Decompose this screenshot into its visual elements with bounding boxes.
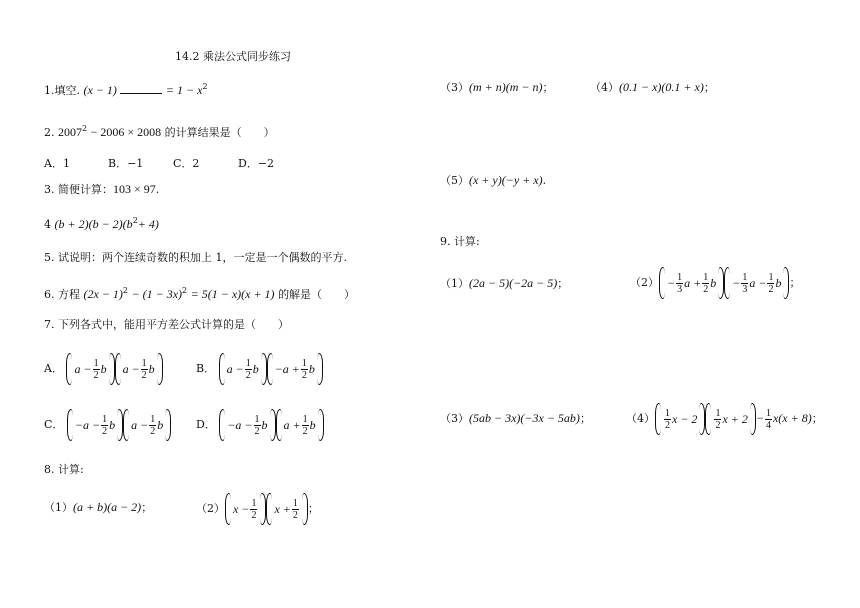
q9-p3-tail: ； <box>579 412 591 425</box>
q9-p1-expr: (2a − 5)(−2a − 5) <box>469 276 558 290</box>
right-p4-tail: ； <box>703 81 715 94</box>
q7-c-factor-1: −a − $\frac{1}{2}$ b <box>67 409 123 441</box>
q2-label: 2. <box>44 126 55 139</box>
q2-option-c: C．2 <box>173 157 200 170</box>
q7-b-factor-2: −a + $\frac{1}{2}$ b <box>267 353 323 385</box>
question-4 <box>44 214 159 232</box>
q6-text: 的解是（ ） <box>278 288 356 301</box>
q9-p2-label: （2） <box>630 276 659 289</box>
q4-tail: + 4) <box>137 217 159 231</box>
q4-exponent: 2 <box>132 216 138 225</box>
q7-a-factor-1: a − $\frac{1}{2}$ b <box>66 353 114 385</box>
q1-blank <box>120 82 162 94</box>
q2-rest: − 2006 × 2008 <box>90 125 162 139</box>
q1-expr-right: = 1 − x <box>165 83 203 97</box>
q1-expr-left: (x − 1) <box>83 83 117 97</box>
q6-label: 6. 方程 <box>44 288 80 301</box>
q9-p2-tail: ； <box>789 276 801 289</box>
q7-option-b-label: B． <box>196 362 216 375</box>
q8-p2-factor-2: x + $\frac{1}{2}$ <box>266 493 307 525</box>
q9-p3-expr: (5ab − 3x)(−3x − 5ab) <box>469 411 580 425</box>
q6-part2: − (1 − 3x) <box>131 287 183 301</box>
q2-option-a: A．1 <box>44 157 70 170</box>
q8-p2-factor-1: x − $\frac{1}{2}$ <box>225 493 266 525</box>
right-p4-label: （4） <box>590 81 619 94</box>
q9-p4-factor-1: $\frac{1}{2}$ x − 2 <box>655 403 705 435</box>
q7-option-d-label: D． <box>196 418 216 431</box>
q6-part1: (2x − 1) <box>83 287 123 301</box>
page-title: 14.2 乘法公式同步练习 <box>175 50 291 63</box>
q2-text: 的计算结果是（ ） <box>164 126 275 139</box>
q9-p1-label: （1） <box>440 277 469 290</box>
q9-part-2 <box>630 267 800 299</box>
question-7: 7. 下列各式中，能用平方差公式计算的是（ ） <box>44 318 289 331</box>
q7-option-a-label: A． <box>44 362 63 375</box>
q9-p4-label: （4） <box>626 412 655 425</box>
q9-part-4 <box>626 402 823 435</box>
q7-option-c <box>44 409 171 441</box>
q9-part-1 <box>440 276 568 291</box>
q8-part-1 <box>44 500 152 515</box>
right-part-5 <box>440 173 546 188</box>
question-5: 5. 试说明：两个连续奇数的积加上 1，一定是一个偶数的平方. <box>44 251 347 264</box>
q7-d-factor-2: a + $\frac{1}{2}$ b <box>276 409 324 441</box>
q7-option-d <box>196 409 324 441</box>
right-p4-expr: (0.1 − x)(0.1 + x) <box>619 80 704 94</box>
right-part-4 <box>590 80 715 95</box>
q7-b-factor-1: a − $\frac{1}{2}$ b <box>219 353 267 385</box>
q9-p2-factor-2: − $\frac{1}{3}$ a − $\frac{1}{2}$ b <box>724 267 789 299</box>
q7-option-b <box>196 353 323 385</box>
q6-exp1: 2 <box>122 286 129 295</box>
q9-p2-factor-1: − $\frac{1}{3}$ a + $\frac{1}{2}$ b <box>659 267 724 299</box>
q3-expr: 103 × 97 <box>113 182 156 196</box>
q7-c-factor-2: a − $\frac{1}{2}$ b <box>123 409 171 441</box>
q8-p1-expr: (a + b)(a − 2) <box>73 500 142 514</box>
q1-label: 1.填空. <box>44 84 80 97</box>
right-p3-label: （3） <box>440 81 469 94</box>
question-3 <box>44 182 159 197</box>
right-p3-expr: (m + n)(m − n) <box>469 80 543 94</box>
question-6 <box>44 284 355 302</box>
q9-p4-tail: ； <box>811 412 823 425</box>
q2-option-b: B．−1 <box>108 157 144 170</box>
q2-exponent: 2 <box>82 124 88 133</box>
q7-option-a <box>44 353 163 385</box>
q3-tail: . <box>155 183 160 196</box>
question-8: 8. 计算: <box>44 463 84 476</box>
q8-p1-tail: ； <box>141 501 153 514</box>
q8-part-2 <box>196 493 319 525</box>
q2-option-d: D．−2 <box>238 157 275 170</box>
q9-p4-rest: − $\frac{1}{4}$ x(x + 8) <box>755 407 812 431</box>
q6-exp2: 2 <box>182 286 188 295</box>
right-p5-expr: (x + y)(−y + x) <box>469 173 543 187</box>
right-p3-tail: ； <box>542 81 554 94</box>
q8-p2-label: （2） <box>196 502 225 515</box>
q7-d-factor-1: −a − $\frac{1}{2}$ b <box>219 409 275 441</box>
q6-part3: = 5(1 − x)(x + 1) <box>190 287 275 301</box>
right-part-3 <box>440 80 554 95</box>
question-2 <box>44 122 275 140</box>
q9-p1-tail: ； <box>557 277 569 290</box>
q4-label: 4 <box>44 218 51 231</box>
q7-option-c-label: C． <box>44 418 64 431</box>
q8-p2-tail: ； <box>307 502 319 515</box>
q2-base: 2007 <box>58 125 82 139</box>
q8-p1-label: （1） <box>44 501 73 514</box>
right-p5-label: （5） <box>440 174 469 187</box>
q1-exponent: 2 <box>202 82 208 91</box>
q9-p3-label: （3） <box>440 412 469 425</box>
q4-expr: (b + 2)(b − 2)(b <box>54 217 133 231</box>
question-9: 9. 计算: <box>440 235 480 248</box>
question-1 <box>44 80 208 98</box>
q9-p4-factor-2: $\frac{1}{2}$ x + 2 <box>705 403 755 435</box>
q9-part-3 <box>440 411 591 426</box>
right-p5-tail: . <box>542 174 547 187</box>
q7-a-factor-2: a − $\frac{1}{2}$ b <box>115 353 163 385</box>
q3-label: 3. 简便计算： <box>44 183 113 196</box>
